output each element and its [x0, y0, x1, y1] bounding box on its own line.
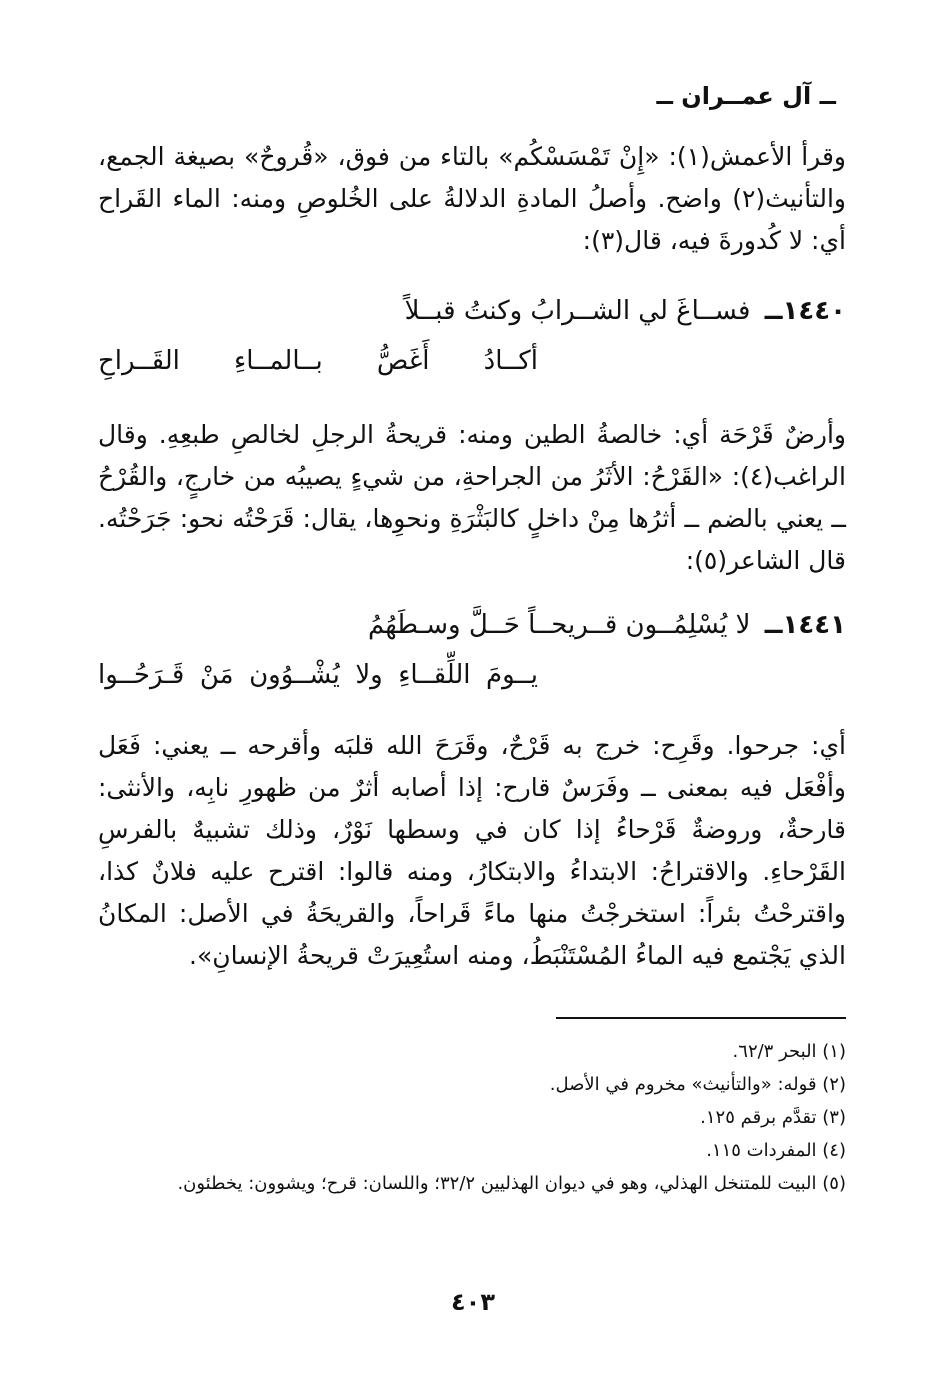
footnote-4: (٤) المفردات ١١٥.: [706, 1140, 846, 1161]
verse-line-1: لا يُسْلِمُــون قــريحــاً حَــلَّ وسـطَهُمُ: [367, 610, 751, 640]
verse-1441: [98, 610, 846, 706]
verse-second-hemistich: أكــادُ أَغَصُّ بــالمــاءِ القَــراحِ: [98, 346, 538, 376]
verse-first-hemistich: [406, 296, 846, 326]
paragraph-1: وقرأ الأعمش(١): «إِنْ تَمْسَسْكُم» بالتاء من فوق، «قُروحٌ» بصيغة الجمع، والتأنيث(٢) واضح. وأصلُ المادةِ الدلالةُ على الخُلوصِ ومنه: الماء القَراح أي: لا كُدورةَ فيه، قال(٣):: [98, 142, 846, 255]
footnotes-list: [98, 1036, 846, 1201]
verse-line-1: فســاغَ لي الشــرابُ وكنتُ قبــلاً: [404, 296, 751, 326]
footnote-5: (٥) البيت للمتنخل الهذلي، وهو في ديوان الهذليين ٣٢/٢؛ واللسان: قرح؛ ويشوون: يخطئون.: [177, 1173, 846, 1194]
footnote-1: (١) البحر ٦٢/٣.: [732, 1041, 846, 1062]
verse-number: ١٤٤٠ــ: [764, 296, 846, 326]
paragraph-3: أي: جرحوا. وقَرِح: خرج به قَرْحٌ، وقَرَحَ الله قلبَه وأقرحه ــ يعني: فَعَل وأفْعَل فيه بمعنى ــ وفَرَسٌ قارح: إذا أصابه أثرٌ من ظهورِ نابِه، والأنثى: قارحةٌ، وروضةٌ قَرْحاءُ إذا كان في وسطها نَوْرٌ، وذلك تشبيهٌ بالفرسِ القَرْحاءِ. والاقتراحُ: الابتداءُ والابتكارُ، ومنه قالوا: اقترح عليه فلانٌ كذا، واقترحْتُ بئراً: استخرجْتُ منها ماءً قَراحاً، والقريحَةُ في الأصل: المكانُ الذي يَجْتمع فيه الماءُ المُسْتَنْبَطُ، ومنه استُعِيرَتْ قريحةُ الإنسانِ».: [98, 731, 846, 970]
running-header: ــ آل عمــران ــ: [656, 82, 836, 110]
footnote-divider: [556, 1017, 846, 1019]
verse-first-hemistich: [367, 610, 846, 640]
footnote-2: (٢) قوله: «والتأنيث» مخروم في الأصل.: [549, 1074, 846, 1095]
paragraph-2: وأرضٌ قَرْحَة أي: خالصةُ الطين ومنه: قريحةُ الرجلِ لخالصِ طبعِهِ. وقال الراغب(٤): «القَرْحُ: الأثَرُ من الجراحةِ، من شيءٍ يصيبُه من خارجٍ، والقُرْحُ ــ يعني بالضم ــ أثرُها مِنْ داخلٍ كالبَثْرَةِ ونحوِها، يقال: قَرَحْتُه نحو: جَرَحْتُه. قال الشاعر(٥):: [98, 420, 846, 575]
page-number: ٤٠٣: [451, 1288, 495, 1316]
verse-number: ١٤٤١ــ: [764, 610, 846, 640]
footnote-3: (٣) تقدَّم برقم ١٢٥.: [700, 1107, 846, 1128]
verse-second-hemistich: يــومَ اللِّقــاءِ ولا يُشْــوُون مَنْ قَـرَحُــوا: [98, 660, 538, 690]
verse-1440: [98, 296, 846, 392]
